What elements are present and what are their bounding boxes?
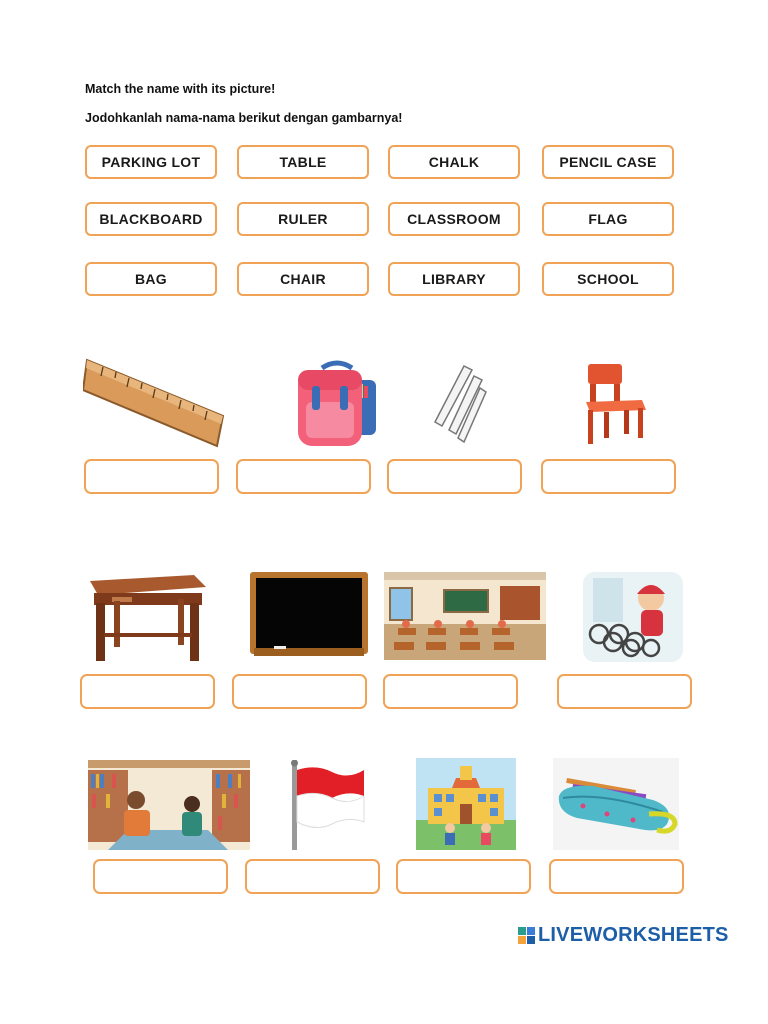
liveworksheets-mark-icon [518, 927, 535, 944]
blackboard-picture [250, 572, 368, 658]
word-table: TABLE [237, 145, 369, 179]
answer-box-2[interactable] [236, 459, 371, 494]
answer-box-6[interactable] [232, 674, 367, 709]
classroom-picture [384, 572, 546, 660]
answer-box-3[interactable] [387, 459, 522, 494]
ruler-picture [83, 352, 225, 448]
library-picture [88, 760, 250, 850]
answer-box-8[interactable] [557, 674, 692, 709]
pencil-case-picture [553, 758, 679, 850]
answer-box-9[interactable] [93, 859, 228, 894]
answer-box-10[interactable] [245, 859, 380, 894]
answer-box-11[interactable] [396, 859, 531, 894]
answer-box-1[interactable] [84, 459, 219, 494]
answer-box-5[interactable] [80, 674, 215, 709]
bag-picture [292, 358, 382, 448]
word-library: LIBRARY [388, 262, 520, 296]
word-classroom: CLASSROOM [388, 202, 520, 236]
flag-picture [286, 760, 368, 852]
word-pencil-case: PENCIL CASE [542, 145, 674, 179]
chalk-picture [432, 362, 487, 444]
word-bag: BAG [85, 262, 217, 296]
chair-picture [580, 360, 650, 448]
word-flag: FLAG [542, 202, 674, 236]
instruction-english: Match the name with its picture! [85, 82, 276, 96]
word-parking-lot: PARKING LOT [85, 145, 217, 179]
table-picture [86, 573, 210, 665]
brand-text: LIVEWORKSHEETS [538, 924, 729, 946]
word-ruler: RULER [237, 202, 369, 236]
liveworksheets-logo [518, 924, 729, 947]
word-blackboard: BLACKBOARD [85, 202, 217, 236]
answer-box-12[interactable] [549, 859, 684, 894]
answer-box-7[interactable] [383, 674, 518, 709]
instruction-indonesian: Jodohkanlah nama-nama berikut dengan gambarnya! [85, 111, 403, 125]
parking-lot-picture [583, 572, 683, 662]
word-school: SCHOOL [542, 262, 674, 296]
word-chair: CHAIR [237, 262, 369, 296]
word-chalk: CHALK [388, 145, 520, 179]
school-picture [416, 758, 516, 850]
answer-box-4[interactable] [541, 459, 676, 494]
